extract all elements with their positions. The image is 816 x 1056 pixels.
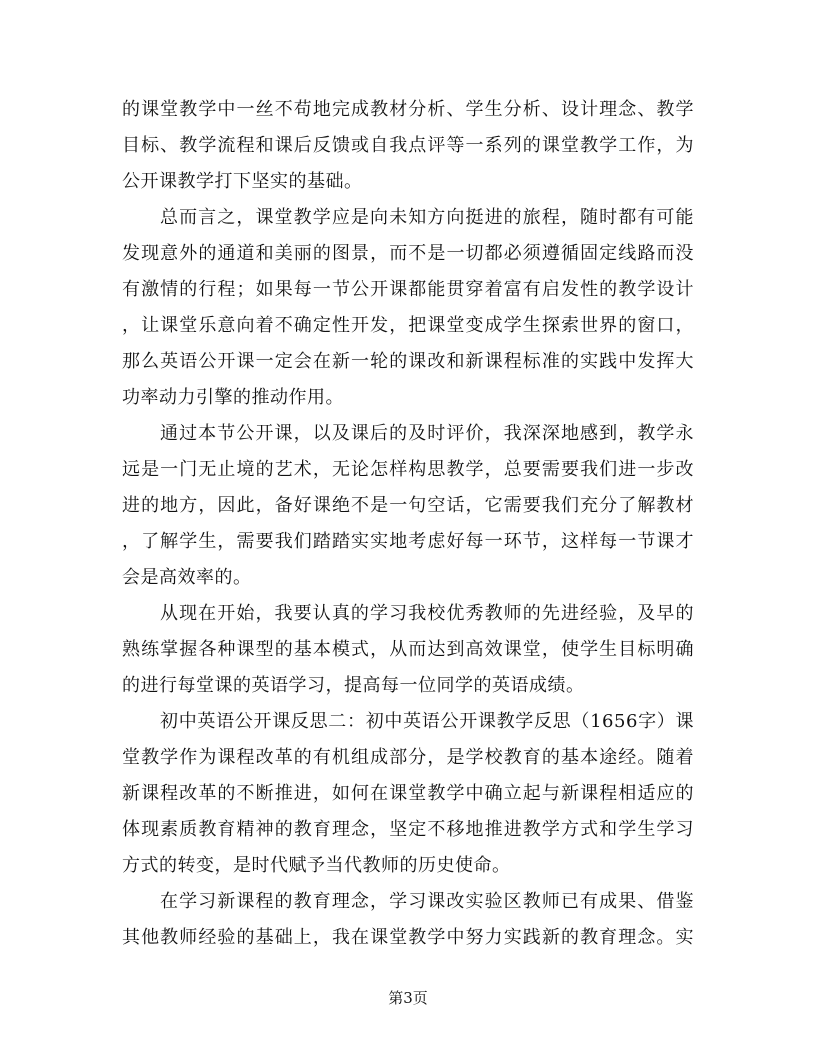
text-line: 公开课教学打下坚实的基础。: [122, 171, 363, 192]
body-text: [122, 92, 694, 956]
text-line: 其他教师经验的基础上，我在课堂教学中努力实践新的教育理念。实: [122, 927, 694, 948]
text-line: 那么英语公开课一定会在新一轮的课改和新课程标准的实践中发挥大: [122, 351, 694, 372]
text-line: 新课程改革的不断推进，如何在课堂教学中确立起与新课程相适应的: [122, 783, 694, 804]
text-line: 发现意外的通道和美丽的图景，而不是一切都必须遵循固定线路而没: [122, 243, 694, 264]
page-number: 第3页: [388, 989, 428, 1007]
text-line: 有激情的行程；如果每一节公开课都能贯穿着富有启发性的教学设计: [122, 279, 694, 300]
text-line: ，让课堂乐意向着不确定性开发，把课堂变成学生探索世界的窗口，: [122, 315, 694, 336]
text-line: 熟练掌握各种课型的基本模式，从而达到高效课堂，使学生目标明确: [122, 639, 694, 660]
paragraph-first-line: 初中英语公开课反思二：初中英语公开课教学反思（1656字）课: [160, 711, 694, 732]
text-line: 的课堂教学中一丝不苟地完成教材分析、学生分析、设计理念、教学: [122, 99, 694, 120]
text-line: 远是一门无止境的艺术，无论怎样构思教学，总要需要我们进一步改: [122, 459, 694, 480]
text-line: 的进行每堂课的英语学习，提高每一位同学的英语成绩。: [122, 675, 585, 696]
paragraph-first-line: 总而言之，课堂教学应是向未知方向挺进的旅程，随时都有可能: [160, 207, 694, 228]
paragraph-first-line: 通过本节公开课，以及课后的及时评价，我深深地感到，教学永: [160, 423, 694, 444]
text-line: 目标、教学流程和课后反馈或自我点评等一系列的课堂教学工作，为: [122, 135, 694, 156]
text-line: 进的地方，因此，备好课绝不是一句空话，它需要我们充分了解教材: [122, 495, 694, 516]
text-line: ，了解学生，需要我们踏踏实实地考虑好每一环节，这样每一节课才: [122, 531, 694, 552]
text-line: 功率动力引擎的推动作用。: [122, 387, 344, 408]
text-line: 方式的转变，是时代赋予当代教师的历史使命。: [122, 855, 511, 876]
text-line: 体现素质教育精神的教育理念，坚定不移地推进教学方式和学生学习: [122, 819, 694, 840]
text-line: 会是高效率的。: [122, 567, 252, 588]
paragraph-first-line: 在学习新课程的教育理念，学习课改实验区教师已有成果、借鉴: [160, 891, 694, 912]
paragraph-first-line: 从现在开始，我要认真的学习我校优秀教师的先进经验，及早的: [160, 603, 694, 624]
text-line: 堂教学作为课程改革的有机组成部分，是学校教育的基本途经。随着: [122, 747, 694, 768]
